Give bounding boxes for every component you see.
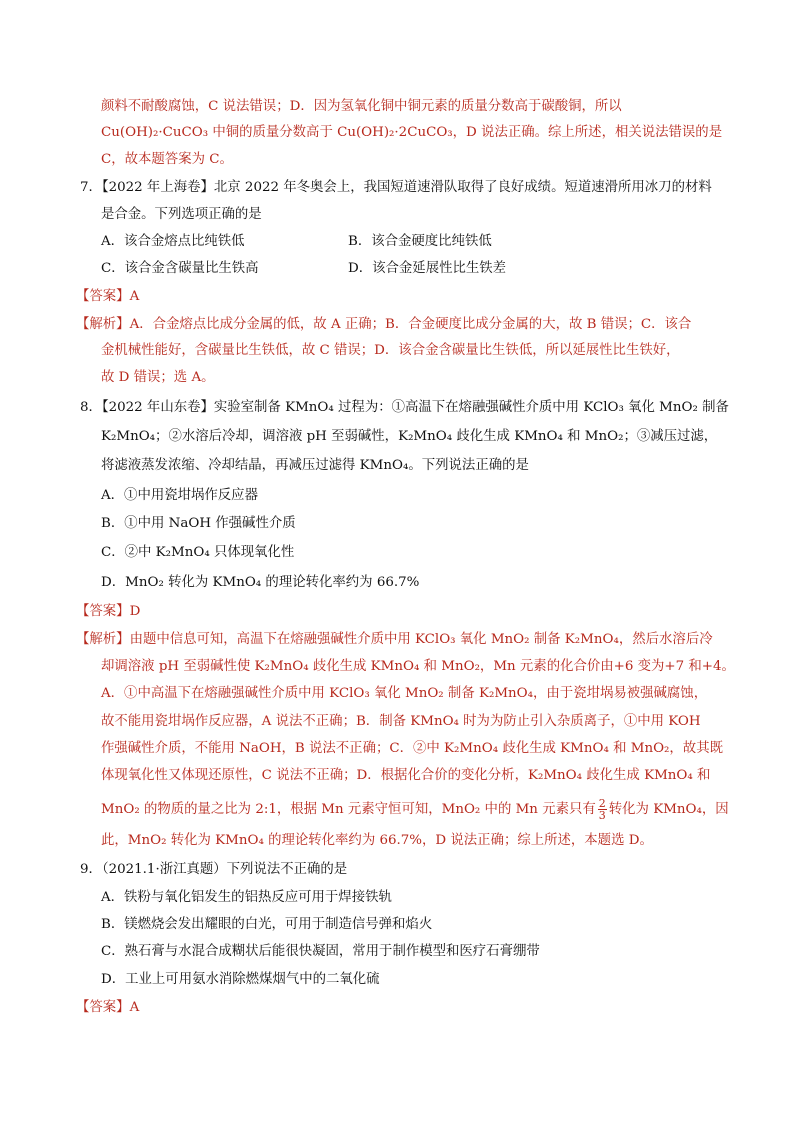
q7-option-c: C．该合金含碳量比生铁高: [101, 261, 259, 276]
q9-option-a: A．铁粉与氧化铝发生的铝热反应可用于焊接铁轨: [101, 890, 392, 905]
q7-analysis-label: 【解析】: [76, 317, 130, 332]
q7-option-b: B．该合金硬度比纯铁低: [348, 234, 492, 249]
q8-analysis-line-6: 体现氧化性又体现还原性，C 说法不正确；D．根据化合价的变化分析，K₂MnO₄ 歧化生成 KMnO₄ 和: [101, 768, 711, 783]
q9-option-d: D．工业上可用氨水消除燃煤烟气中的二氧化硫: [101, 972, 380, 987]
prev-explanation-line-3: C，故本题答案为 C。: [101, 152, 233, 167]
q7-stem-line-1: 7．【2022 年上海卷】北京 2022 年冬奥会上，我国短道速滑队取得了良好成绩。短道速滑所用冰刀的材料: [80, 180, 712, 195]
q8-analysis-label: 【解析】: [76, 632, 130, 647]
q9-option-c: C．熟石膏与水混合成糊状后能很快凝固，常用于制作模型和医疗石膏绷带: [101, 944, 540, 959]
q8-answer-value: D: [129, 604, 141, 619]
prev-explanation-line-1: 颜料不耐酸腐蚀，C 说法错误；D．因为氢氧化铜中铜元素的质量分数高于碳酸铜，所以: [101, 99, 622, 114]
q9-option-b: B．镁燃烧会发出耀眼的白光，可用于制造信号弹和焰火: [101, 917, 433, 932]
q7-analysis-line-3: 故 D 错误；选 A。: [101, 370, 215, 385]
q8-stem-line-2: K₂MnO₄；②水溶后冷却，调溶液 pH 至弱碱性，K₂MnO₄ 歧化生成 KMnO₄ 和 MnO₂；③减压过滤，: [101, 429, 718, 444]
q8-analysis-line-2: 却调溶液 pH 至弱碱性使 K₂MnO₄ 歧化生成 KMnO₄ 和 MnO₂，Mn 元素的化合价由+6 变为+7 和+4。: [101, 659, 735, 674]
q8-stem-line-1: 8．【2022 年山东卷】实验室制备 KMnO₄ 过程为：①高温下在熔融强碱性介质中用 KClO₃ 氧化 MnO₂ 制备: [80, 400, 729, 415]
q8-analysis-line-4: 故不能用瓷坩埚作反应器，A 说法不正确；B．制备 KMnO₄ 时为为防止引入杂质离子，①中用 KOH: [101, 714, 701, 729]
q8-analysis-line-8: 此，MnO₂ 转化为 KMnO₄ 的理论转化率约为 66.7%，D 说法正确；综上所述，本题选 D。: [101, 833, 653, 848]
fraction-numerator: 2: [598, 797, 606, 810]
q7-stem-line-2: 是合金。下列选项正确的是: [101, 207, 262, 222]
q8-option-b: B．①中用 NaOH 作强碱性介质: [101, 516, 296, 531]
q8-stem-line-3: 将滤液蒸发浓缩、冷却结晶，再减压过滤得 KMnO₄。下列说法正确的是: [101, 458, 529, 473]
q8-analysis-text-7b: 转化为 KMnO₄，因: [608, 802, 729, 817]
fraction-denominator: 3: [598, 809, 606, 822]
q7-option-a: A．该合金熔点比纯铁低: [101, 234, 245, 249]
q8-option-a: A．①中用瓷坩埚作反应器: [101, 488, 258, 503]
fraction-two-thirds: [598, 798, 607, 821]
q7-analysis-line-2: 金机械性能好，含碳量比生铁低，故 C 错误；D．该合金含碳量比生铁低，所以延展性比生铁好，: [101, 343, 680, 358]
q8-analysis-line-5: 作强碱性介质，不能用 NaOH，B 说法不正确；C．②中 K₂MnO₄ 歧化生成 KMnO₄ 和 MnO₂，故其既: [101, 741, 723, 756]
q9-answer: [76, 999, 139, 1017]
q7-answer: [76, 288, 139, 306]
q7-answer-label: 【答案】: [76, 289, 130, 304]
q9-answer-label: 【答案】: [76, 1000, 130, 1015]
q8-analysis-text-7a: MnO₂ 的物质的量之比为 2:1，根据 Mn 元素守恒可知，MnO₂ 中的 Mn 元素只有: [101, 802, 596, 817]
q8-analysis-line-7: [101, 798, 729, 821]
q9-stem: 9．（2021.1·浙江真题）下列说法不正确的是: [80, 862, 348, 877]
q8-answer: [76, 603, 140, 621]
q7-answer-value: A: [129, 289, 140, 304]
q8-option-c: C．②中 K₂MnO₄ 只体现氧化性: [101, 545, 295, 560]
q7-option-d: D．该合金延展性比生铁差: [348, 261, 507, 276]
q9-answer-value: A: [129, 1000, 140, 1015]
q8-analysis-line-3: A．①中高温下在熔融强碱性介质中用 KClO₃ 氧化 MnO₂ 制备 K₂MnO₄，由于瓷坩埚易被强碱腐蚀，: [101, 686, 708, 701]
q7-analysis-line-1: [76, 316, 691, 334]
q8-analysis-text-1: 由题中信息可知，高温下在熔融强碱性介质中用 KClO₃ 氧化 MnO₂ 制备 K₂MnO₄，然后水溶后冷: [129, 632, 713, 647]
q8-answer-label: 【答案】: [76, 604, 130, 619]
prev-explanation-line-2: Cu(OH)₂·CuCO₃ 中铜的质量分数高于 Cu(OH)₂·2CuCO₃，D 说法正确。综上所述，相关说法错误的是: [101, 125, 723, 140]
q7-analysis-text-1: A．合金熔点比成分金属的低，故 A 正确；B．合金硬度比成分金属的大，故 B 错误；C．该合: [129, 317, 692, 332]
q8-option-d: D．MnO₂ 转化为 KMnO₄ 的理论转化率约为 66.7%: [101, 575, 420, 590]
q8-analysis-line-1: [76, 631, 713, 649]
